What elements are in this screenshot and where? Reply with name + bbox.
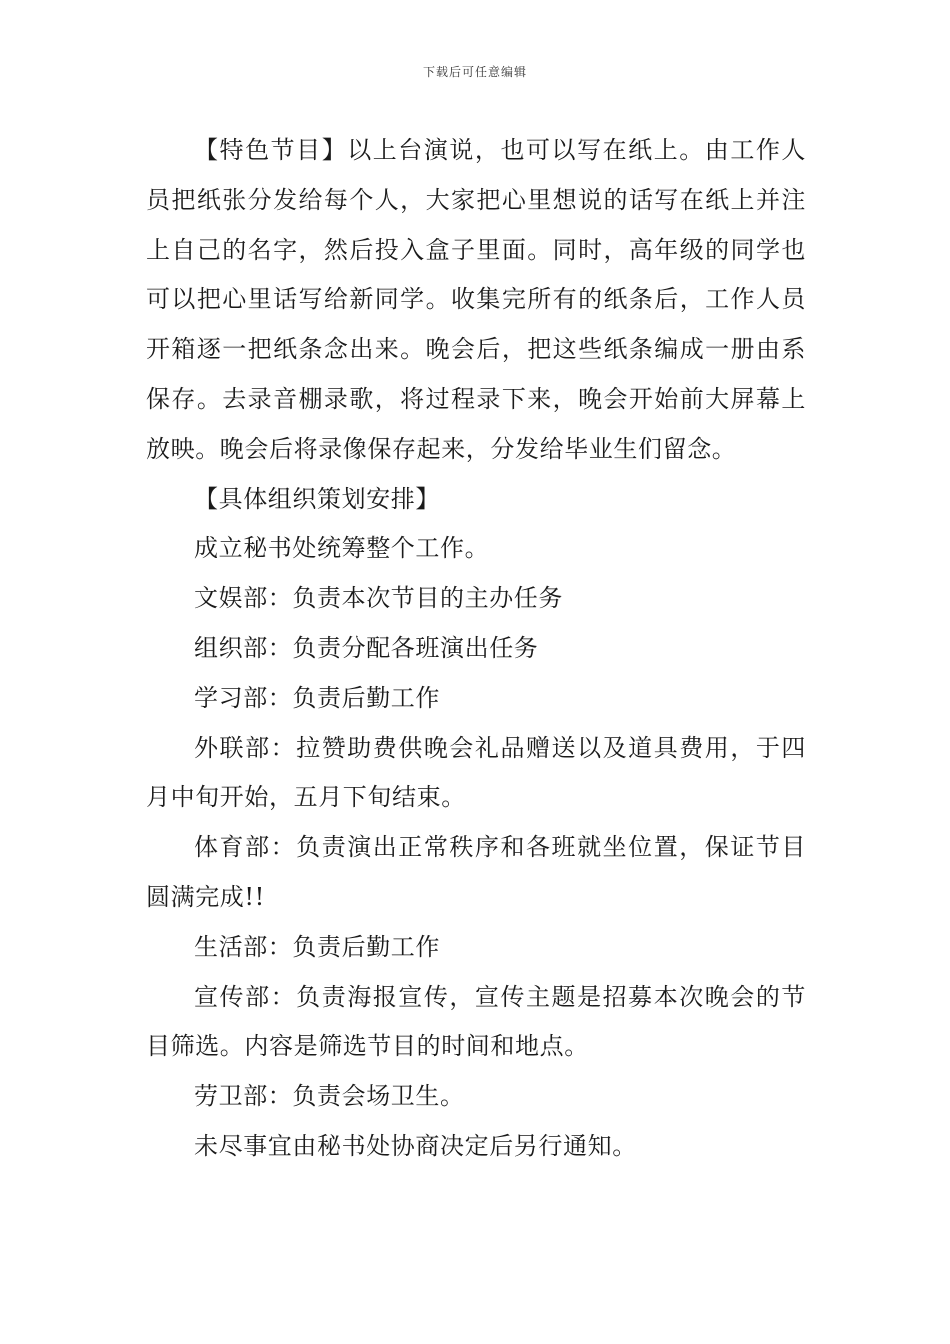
paragraph-special-program: 【特色节目】以上台演说，也可以写在纸上。由工作人员把纸张分发给每个人，大家把心里想说的话写在纸上并注上自己的名字，然后投入盒子里面。同时，高年级的同学也可以把心里话写给新同学。收集完所有的纸条后，工作人员开箱逐一把纸条念出来。晚会后，把这些纸条编成一册由系保存。去录音棚录歌，将过程录下来，晚会开始前大屏幕上放映。晚会后将录像保存起来，分发给毕业生们留念。 [146, 136, 806, 463]
paragraph-organization-dept: 组织部：负责分配各班演出任务 [194, 633, 539, 662]
paragraph-publicity-dept: 宣传部：负责海报宣传，宣传主题是招募本次晚会的节目筛选。内容是筛选节目的时间和地点。 [146, 982, 806, 1061]
paragraph-section-heading: 【具体组织策划安排】 [194, 484, 440, 513]
paragraph-closing-note: 未尽事宜由秘书处协商决定后另行通知。 [194, 1131, 637, 1160]
paragraph-entertainment-dept: 文娱部：负责本次节目的主办任务 [194, 584, 563, 613]
paragraph-study-dept: 学习部：负责后勤工作 [194, 683, 440, 712]
paragraph-secretariat: 成立秘书处统筹整个工作。 [194, 534, 490, 563]
document-body [146, 126, 806, 1172]
paragraph-external-relations-dept: 外联部：拉赞助费供晚会礼品赠送以及道具费用，于四月中旬开始，五月下旬结束。 [146, 733, 806, 812]
paragraph-sanitation-dept: 劳卫部：负责会场卫生。 [194, 1082, 465, 1111]
paragraph-sports-dept: 体育部：负责演出正常秩序和各班就坐位置，保证节目圆满完成!! [146, 833, 806, 911]
paragraph-life-dept: 生活部：负责后勤工作 [194, 932, 440, 961]
page-header: 下载后可任意编辑 [422, 65, 527, 79]
